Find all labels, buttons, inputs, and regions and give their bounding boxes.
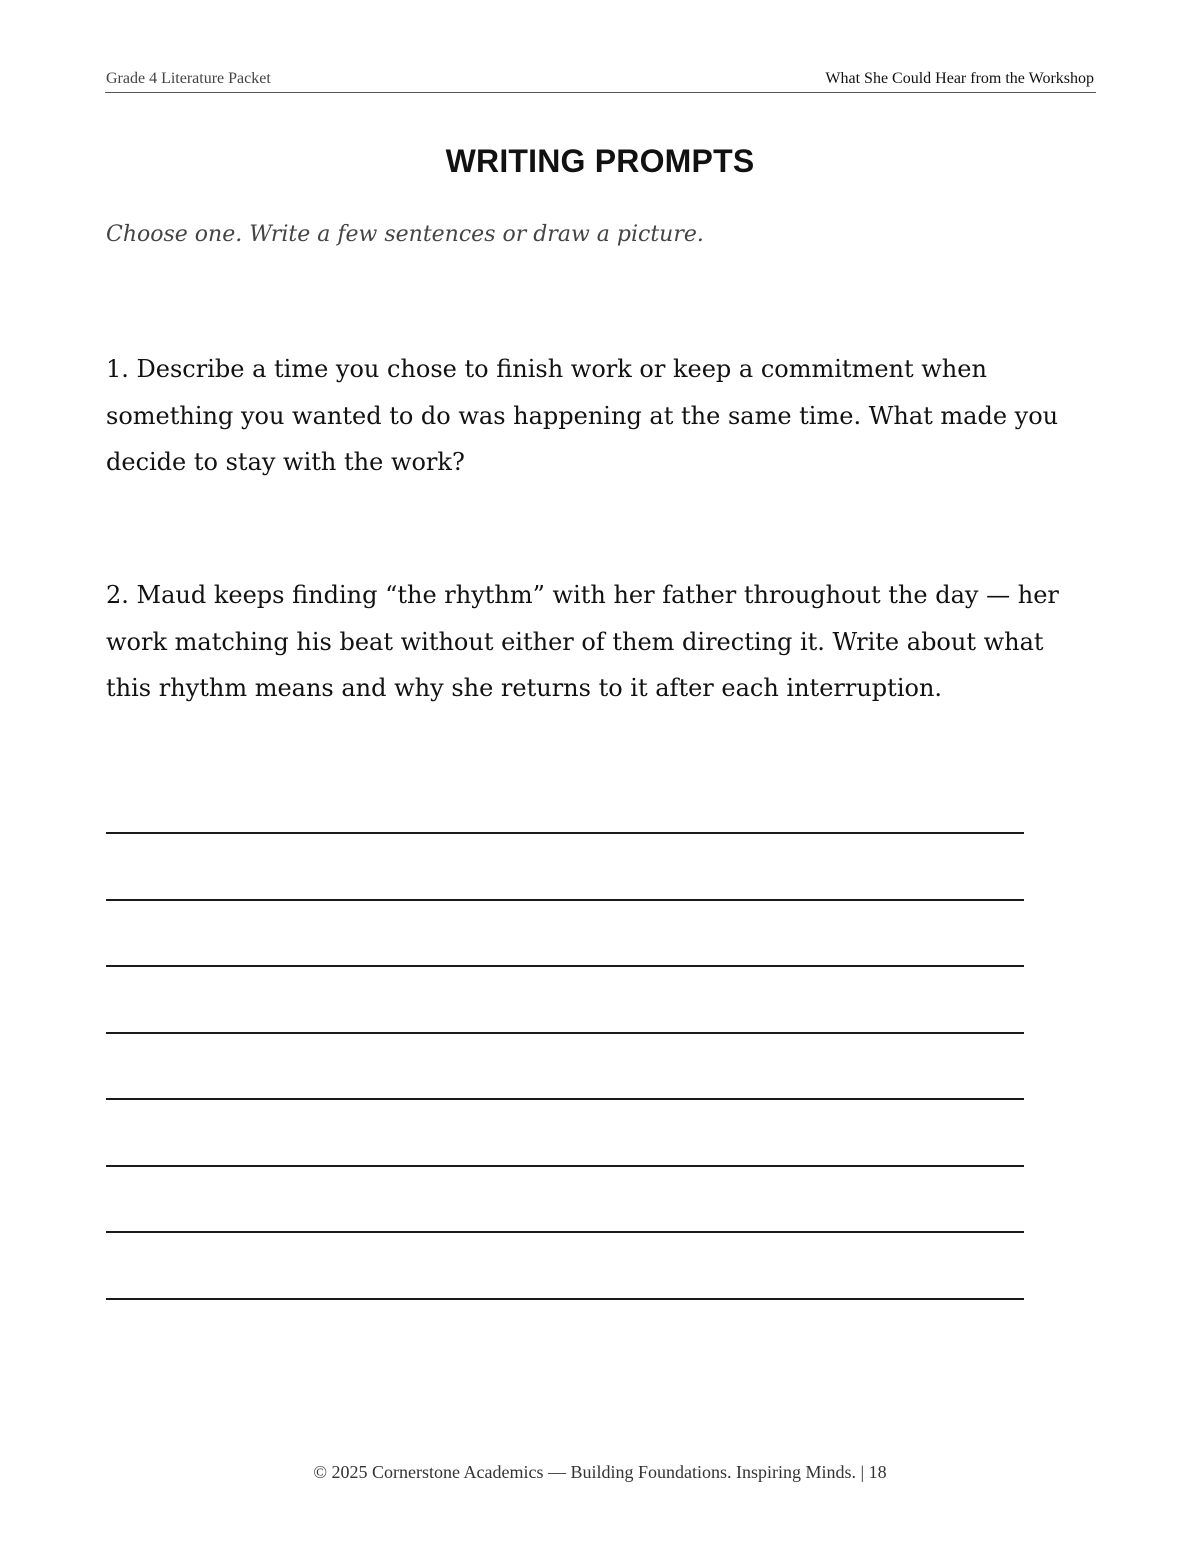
writing-prompt-1: 1. Describe a time you chose to finish work or keep a commitment when something you wanted to do was happening at the same time. What made you decide to stay with the work? xyxy=(106,355,1059,476)
answer-line xyxy=(106,1231,1024,1233)
writing-prompt-2: 2. Maud keeps finding “the rhythm” with her father throughout the day — her work matching his beat without either of them directing it. Write about what this rhythm means and why she returns to it after each interruption. xyxy=(106,581,1059,702)
answer-line xyxy=(106,1298,1024,1300)
answer-line xyxy=(106,832,1024,834)
page-footer: © 2025 Cornerstone Academics — Building Foundations. Inspiring Minds. | 18 xyxy=(313,1462,887,1482)
answer-line xyxy=(106,899,1024,901)
answer-line xyxy=(106,1098,1024,1100)
page-title: WRITING PROMPTS xyxy=(445,143,755,179)
instructions: Choose one. Write a few sentences or draw a picture. xyxy=(106,222,704,247)
answer-line xyxy=(106,1032,1024,1034)
packet-name: Grade 4 Literature Packet xyxy=(106,70,271,87)
answer-line xyxy=(106,1165,1024,1167)
answer-line xyxy=(106,965,1024,967)
story-title: What She Could Hear from the Workshop xyxy=(825,70,1094,87)
page-header xyxy=(105,68,1096,93)
answer-lines xyxy=(106,832,1024,1364)
